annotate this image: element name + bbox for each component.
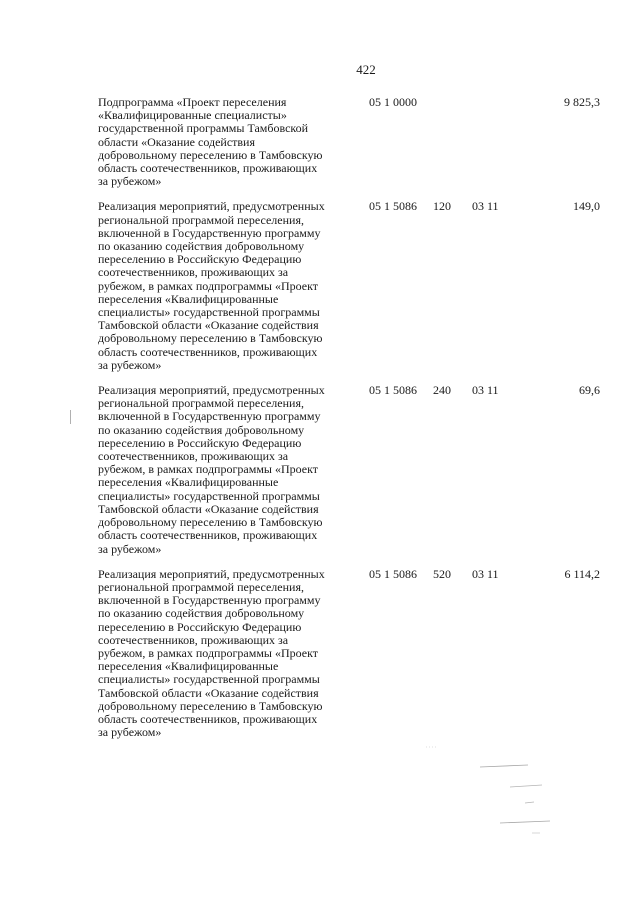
row-target-article-code: 05 1 5086	[369, 199, 417, 214]
row-target-article-code: 05 1 5086	[369, 383, 417, 398]
table-row	[0, 384, 640, 556]
row-expense-type-code: 120	[433, 199, 451, 214]
scan-artifact	[424, 742, 444, 752]
row-description: Подпрограмма «Проект переселения «Квалифицированные специалисты» государственной программы Тамбовской области «Оказание содействия добровольному переселению в Тамбовскую область соотечественников, проживающих за рубежом»	[98, 95, 323, 189]
scan-artifact	[470, 745, 590, 845]
row-section-code: 03 11	[472, 566, 499, 581]
row-description: Реализация мероприятий, предусмотренных региональной программой переселения, включенной в Государственную программу по оказанию содействия добровольному переселению в Российскую Федерацию соотечественников, проживающих за рубежом, в рамках подпрограммы «Проект переселения «Квалифицированные специалисты» государственной программы Тамбовской области «Оказание содействия добровольному переселению в Тамбовскую область соотечественников, проживающих за рубежом»	[98, 566, 325, 740]
table-row	[0, 568, 640, 740]
row-amount: 6 114,2	[564, 566, 600, 581]
row-target-article-code: 05 1 5086	[369, 566, 417, 581]
row-section-code: 03 11	[472, 383, 499, 398]
table-row	[0, 96, 640, 188]
row-amount: 149,0	[573, 199, 600, 214]
row-section-code: 03 11	[472, 199, 499, 214]
row-description: Реализация мероприятий, предусмотренных региональной программой переселения, включенной в Государственную программу по оказанию содействия добровольному переселению в Российскую Федерацию соотечественников, проживающих за рубежом, в рамках подпрограммы «Проект переселения «Квалифицированные специалисты» государственной программы Тамбовской области «Оказание содействия добровольному переселению в Тамбовскую область соотечественников, проживающих за рубежом»	[98, 383, 325, 556]
row-expense-type-code: 240	[433, 383, 451, 398]
row-target-article-code: 05 1 0000	[369, 95, 417, 109]
row-amount: 69,6	[579, 383, 600, 398]
table-row	[0, 200, 640, 372]
row-description: Реализация мероприятий, предусмотренных региональной программой переселения, включенной в Государственную программу по оказанию содействия добровольному переселению в Российскую Федерацию соотечественников, проживающих за рубежом, в рамках подпрограммы «Проект переселения «Квалифицированные специалисты» государственной программы Тамбовской области «Оказание содействия добровольному переселению в Тамбовскую область соотечественников, проживающих за рубежом»	[98, 199, 325, 372]
scan-artifact	[70, 410, 71, 424]
budget-table	[0, 96, 640, 751]
page-number: 422	[356, 62, 376, 77]
row-amount: 9 825,3	[564, 95, 600, 109]
row-expense-type-code: 520	[433, 566, 451, 581]
